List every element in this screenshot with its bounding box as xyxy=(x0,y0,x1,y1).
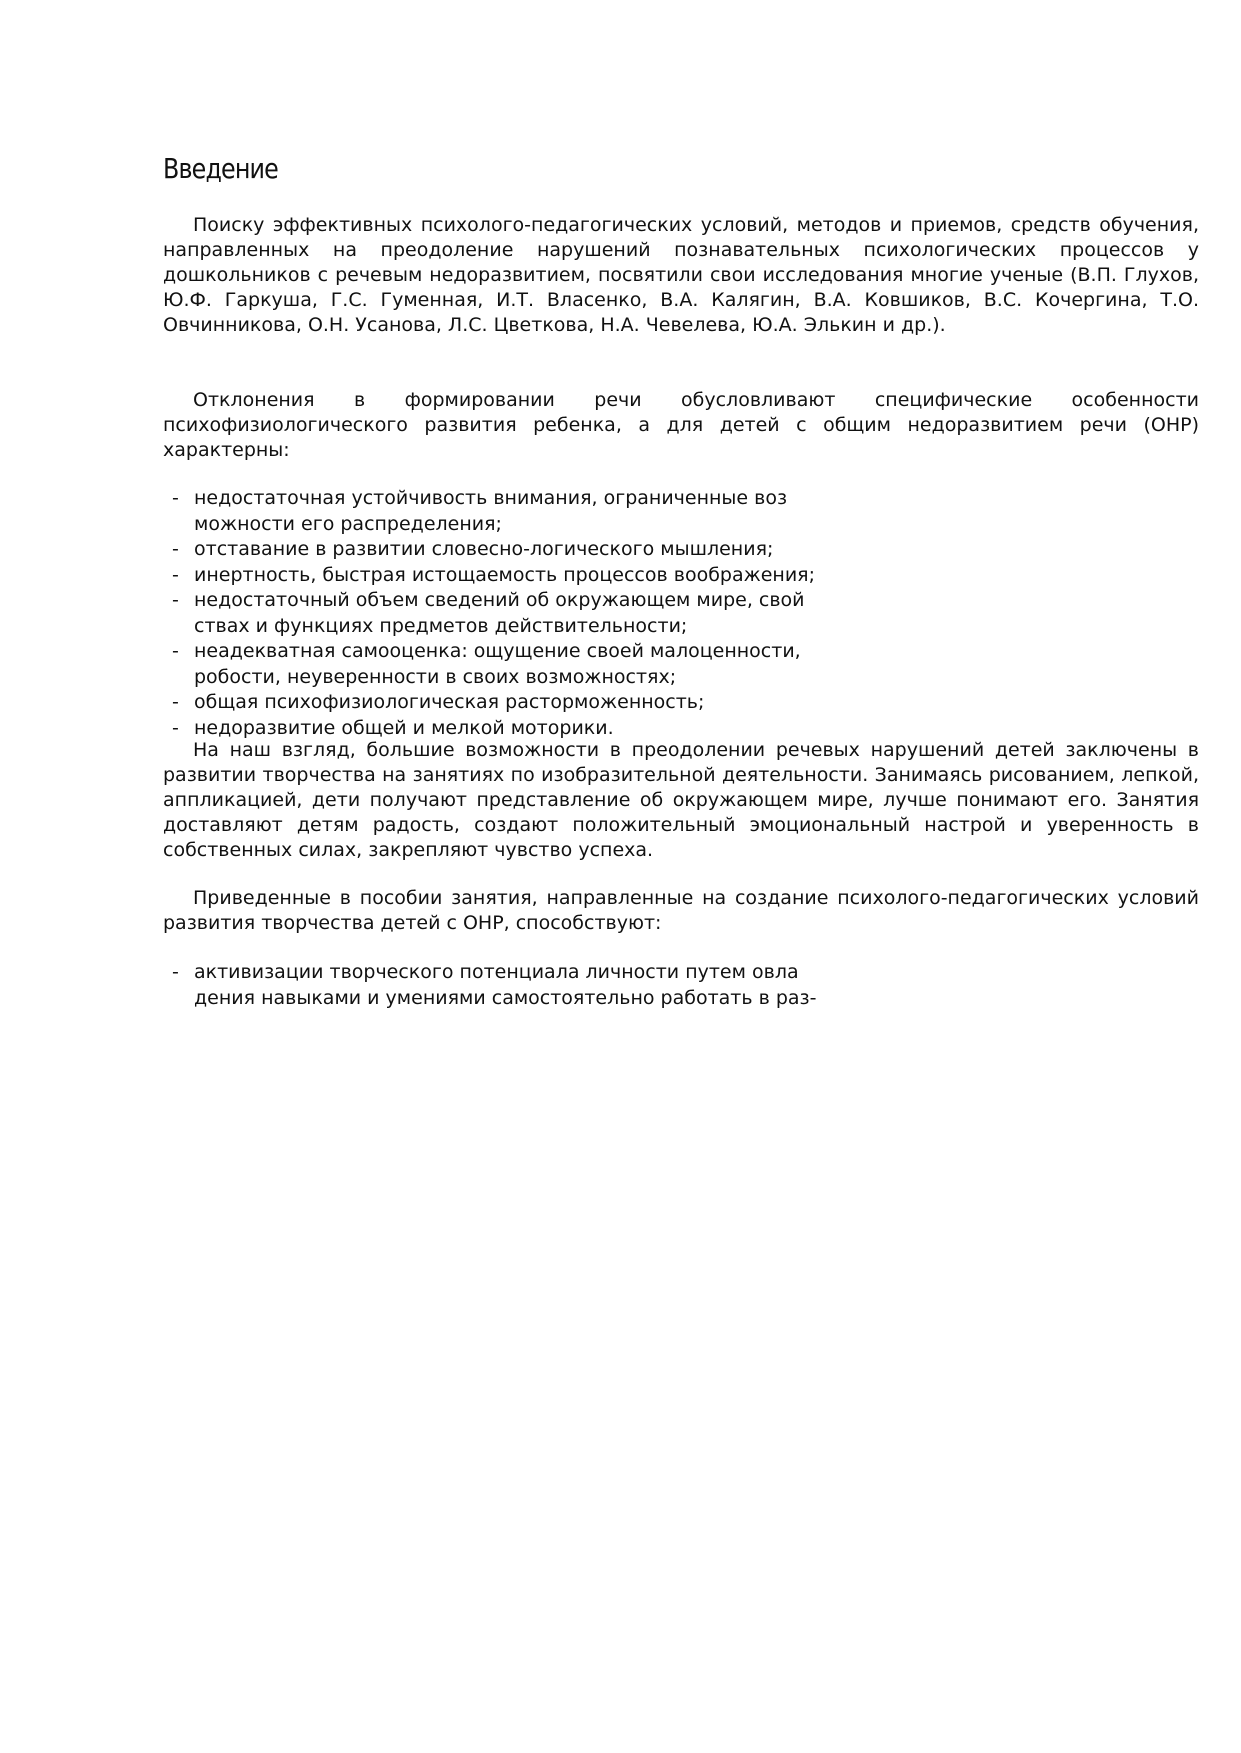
list-item-line: отставание в развитии словесно-логического мышления; xyxy=(194,538,774,560)
bullet-dash: - xyxy=(172,589,179,611)
list-item xyxy=(170,690,850,716)
bullet-dash: - xyxy=(172,487,179,509)
list-item-line: активизации творческого потенциала личности путем овла xyxy=(194,961,799,983)
paragraph-lessons: Приведенные в пособии занятия, направленные на создание психолого-педагогических условий развития творчества детей с ОНР, способствуют: xyxy=(163,887,1199,934)
list-item-line: инертность, быстрая истощаемость процессов воображения; xyxy=(194,563,816,586)
list-item xyxy=(170,486,850,537)
list-item-line: недостаточная устойчивость внимания, ограниченные воз xyxy=(194,487,788,509)
list-item-line: недостаточный объем сведений об окружающем мире, свой xyxy=(194,589,805,611)
bullet-dash: - xyxy=(172,538,179,560)
bullet-dash: - xyxy=(172,961,179,983)
paragraph-deviations: Отклонения в формировании речи обусловливают специфические особенности психофизиологического развития ребенка, а для детей с общим недоразвитием речи (ОНР) характерны: xyxy=(163,389,1199,461)
bullet-dash: - xyxy=(172,716,179,739)
page-title: Введение xyxy=(163,152,278,185)
list-item xyxy=(170,639,850,690)
paragraph-researchers: Поиску эффективных психолого-педагогических условий, методов и приемов, средств обучения, направленных на преодоление нарушений познавательных психологических процессов у дошкольников с речевым недоразвитием, посвятили свои исследования многие ученые (В.П. Глухов, Ю.Ф. Гаркуша, Г.С. Гуменная, И.Т. Власенко, В.А. Калягин, В.А. Ковшиков, В.С. Кочергина, Т.О. Овчинникова, О.Н. Усанова, Л.С. Цветкова, Н.А. Чевелева, Ю.А. Элькин и др.). xyxy=(163,214,1199,336)
characteristics-list xyxy=(170,486,850,741)
list-item-line: неадекватная самооценка: ощущение своей малоценности, xyxy=(194,640,801,662)
list-item xyxy=(170,588,850,639)
list-item-line: общая психофизиологическая расторможенность; xyxy=(194,691,705,713)
list-item-line: дения навыками и умениями самостоятельно работать в раз- xyxy=(194,986,817,1009)
list-item-line: недоразвитие общей и мелкой моторики. xyxy=(194,716,614,739)
bullet-dash: - xyxy=(172,640,179,662)
benefits-list xyxy=(170,960,850,1011)
bullet-dash: - xyxy=(172,563,179,586)
list-item-line: робости, неуверенности в своих возможностях; xyxy=(194,665,677,688)
list-item xyxy=(170,960,850,1011)
list-item xyxy=(170,537,850,563)
list-item xyxy=(170,563,850,589)
list-item-line: ствах и функциях предметов действительности; xyxy=(194,614,688,637)
bullet-dash: - xyxy=(172,691,179,713)
list-item-line: можности его распределения; xyxy=(194,512,502,535)
paragraph-creativity: На наш взгляд, большие возможности в преодолении речевых нарушений детей заключены в развитии творчества на занятиях по изобразительной деятельности. Занимаясь рисованием, лепкой, аппликацией, дети получают представление об окружающем мире, лучше понимают его. Занятия доставляют детям радость, создают положительный эмоциональный настрой и уверенность в собственных силах, закрепляют чувство успеха. xyxy=(163,739,1199,861)
